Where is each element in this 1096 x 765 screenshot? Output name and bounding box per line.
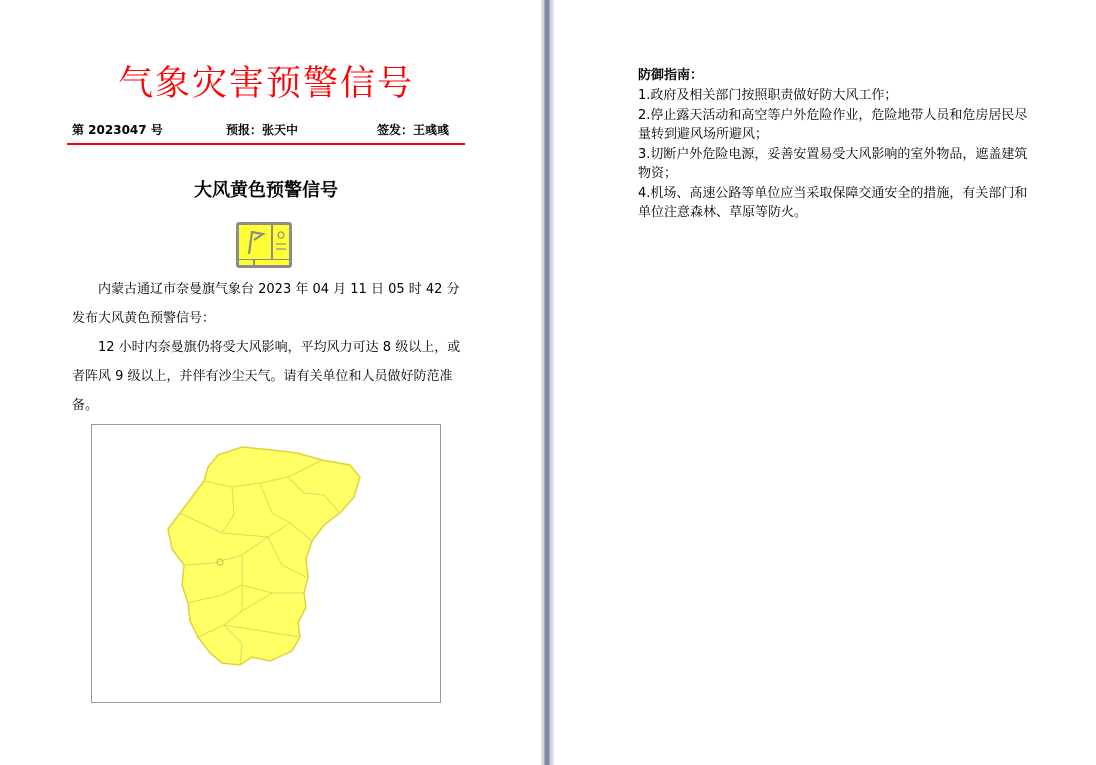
- guide-item: 4.机场、高速公路等单位应当采取保障交通安全的措施，有关部门和单位注意森林、草原等防火。: [638, 185, 1028, 220]
- issuance-paragraph: 内蒙古通辽市奈曼旗气象台 2023 年 04 月 11 日 05 时 42 分发布大风黄色预警信号：: [72, 282, 460, 326]
- wind-yellow-warning-icon: [236, 222, 292, 268]
- defense-guide-title: 防御指南：: [638, 68, 704, 83]
- naiman-banner-map-image: [92, 425, 440, 702]
- document-page-right: [554, 0, 1096, 765]
- signal-title: 大风黄色预警信号: [194, 180, 338, 201]
- guide-item: 2.停止露天活动和高空等户外危险作业，危险地带人员和危房居民尽量转到避风场所避风；: [638, 107, 1028, 142]
- guide-item: 1.政府及相关部门按照职责做好防大风工作；: [638, 88, 898, 103]
- document-page-left: [0, 0, 541, 765]
- guide-item: 3.切断户外危险电源，妥善安置易受大风影响的室外物品，遮盖建筑物资；: [638, 146, 1028, 181]
- page-divider: [541, 0, 554, 765]
- issue-number: 第 2023047 号: [72, 123, 163, 137]
- warning-content-paragraph: 12 小时内奈曼旗仍将受大风影响，平均风力可达 8 级以上，或者阵风 9 级以上，并伴有沙尘天气。请有关单位和人员做好防范准备。: [72, 340, 461, 413]
- forecaster: 预报：张天中: [226, 123, 299, 137]
- warning-area-map: [91, 424, 441, 703]
- red-divider-rule: [67, 143, 465, 145]
- document-meta-row: [72, 121, 464, 139]
- signer: 签发：王彧彧: [377, 123, 450, 137]
- document-title: 气象灾害预警信号: [117, 64, 414, 104]
- defense-guide-list: [638, 86, 1030, 223]
